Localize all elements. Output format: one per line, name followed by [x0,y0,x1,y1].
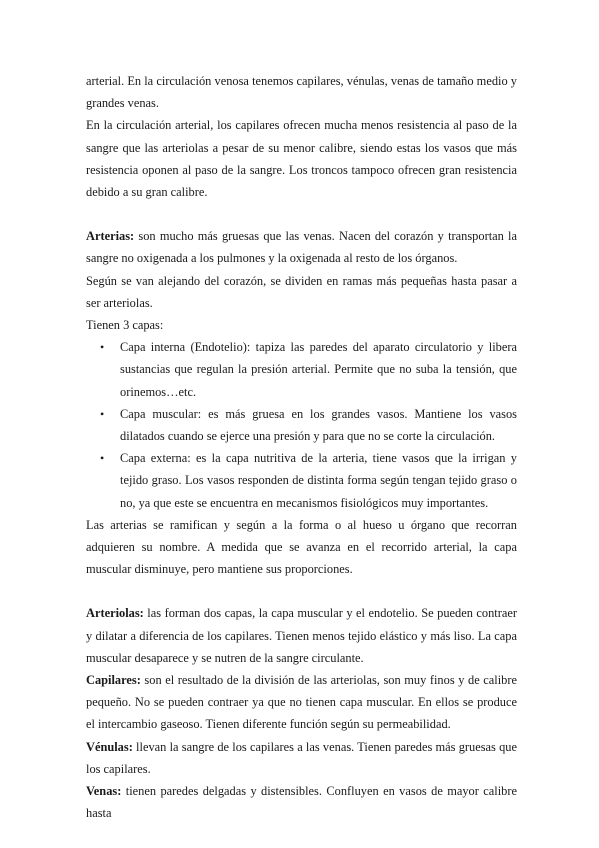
text-arterias: son mucho más gruesas que las venas. Nacen del corazón y transportan la sangre no oxigenada a los pulmones y la oxigenada al resto de los órganos. [86,229,517,266]
paragraph-venas [86,780,517,824]
text-capilares: son el resultado de la división de las arteriolas, son muy finos y de calibre pequeño. No se pueden contraer ya que no tienen capa muscular. En ellos se produce el intercambio gaseoso. Tienen diferente función según su permeabilidad. [86,673,517,732]
paragraph-arterias-layers-intro: Tienen 3 capas: [86,318,164,333]
paragraph-arteriolas [86,602,517,669]
term-arterias: Arterias: [86,229,135,244]
list-item [100,447,517,514]
bullet-icon: • [100,340,105,355]
paragraph-capilares [86,669,517,736]
bullet-icon: • [100,451,105,466]
layer-text: Capa muscular: es más gruesa en los grandes vasos. Mantiene los vasos dilatados cuando se ejerce una presión y para que no se corte la circulación. [120,406,517,444]
text-venas: tienen paredes delgadas y distensibles. Confluyen en vasos de mayor calibre hasta [86,784,517,821]
paragraph-circulation-arterial: En la circulación arterial, los capilares ofrecen mucha menos resistencia al paso de la sangre que las arteriolas a pesar de su menor calibre, siendo estas los vasos que más resistencia oponen al paso de la sangre. Los troncos tampoco ofrecen gran resistencia debido a su gran calibre. [86,118,517,200]
text-venulas: llevan la sangre de los capilares a las venas. Tienen paredes más gruesas que los capilares. [86,739,517,776]
layer-text: Capa externa: es la capa nutritiva de la arteria, tiene vasos que la irrigan y tejido graso. Los vasos responden de distinta forma según tengan tejido graso o no, ya que este se encuentra en mecanismos fisiológicos muy importantes. [120,451,517,510]
layer-text: Capa interna (Endotelio): tapiza las paredes del aparato circulatorio y libera sustancias que regulan la presión arterial. Permite que no suba la tensión, que orinemos…etc. [120,340,517,399]
text-arteriolas: las forman dos capas, la capa muscular y el endotelio. Se pueden contraer y dilatar a diferencia de los capilares. Tienen menos tejido elástico y más liso. La capa muscular desaparece y se nutren de la sangre circulante. [86,606,517,665]
term-venulas: Vénulas: [86,739,133,754]
term-arteriolas: Arteriolas: [86,606,144,621]
list-item [100,403,517,447]
term-venas: Venas: [86,784,122,799]
spacer [86,580,517,602]
paragraph-venulas [86,736,517,780]
paragraph-arterias-naming: Las arterias se ramifican y según a la forma o al hueso u órgano que recorran adquieren su nombre. A medida que se avanza en el recorrido arterial, la capa muscular disminuye, pero mantiene sus proporciones. [86,517,517,577]
term-capilares: Capilares: [86,673,141,688]
list-item [100,336,517,403]
paragraph-arterias [86,225,517,269]
bullet-icon: • [100,406,105,421]
spacer [86,203,517,225]
layers-list [86,336,517,514]
paragraph-circulation-venous: arterial. En la circulación venosa tenemos capilares, vénulas, venas de tamaño medio y grandes venas. [86,74,517,111]
paragraph-arterias-branching: Según se van alejando del corazón, se dividen en ramas más pequeñas hasta pasar a ser arteriolas. [86,273,517,310]
